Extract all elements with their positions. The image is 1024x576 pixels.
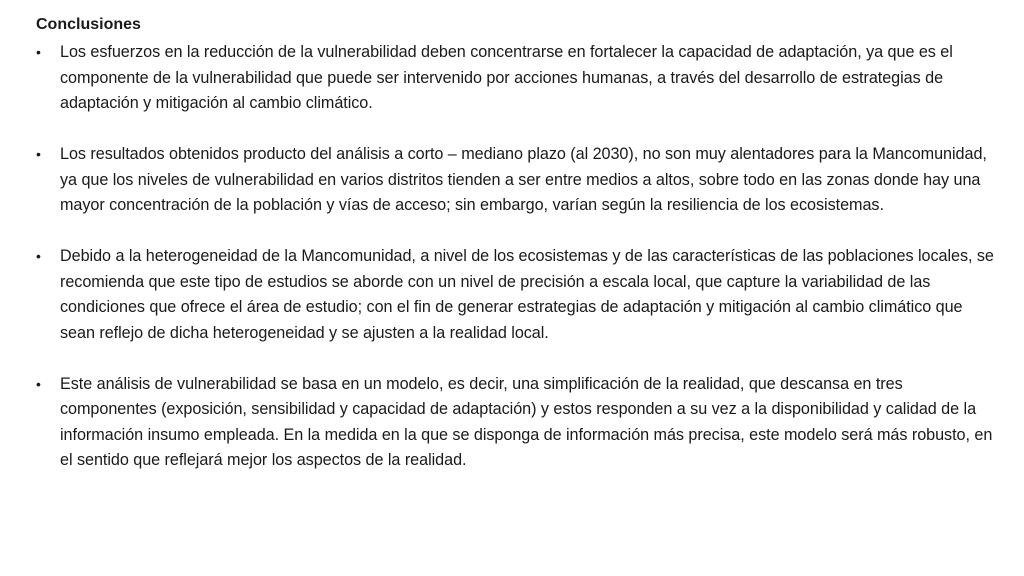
bullet-item [36,40,996,117]
bullet-dot-icon: • [36,146,41,162]
bullet-dot-icon: • [36,375,41,392]
bullet-item [36,372,996,474]
bullet-text: Los resultados obtenidos producto del análisis a corto – mediano plazo (al 2030), no son muy alentadores para la Mancomunidad, ya que los niveles de vulnerabilidad en varios distritos tienden a ser entre medios a altos, sobre todo en las zonas donde hay una mayor concentración de la población y vías de acceso; sin embargo, varían según la resiliencia de los ecosistemas. [60,145,987,214]
bullet-list [36,40,996,474]
bullet-text: Los esfuerzos en la reducción de la vulnerabilidad deben concentrarse en fortalecer la capacidad de adaptación, ya que es el componente de la vulnerabilidad que puede ser intervenido por acciones humanas, a través del desarrollo de estrategias de adaptación y mitigación al cambio climático. [60,43,953,112]
bullet-dot-icon: • [36,248,41,264]
bullet-text: Debido a la heterogeneidad de la Mancomunidad, a nivel de los ecosistemas y de las características de las poblaciones locales, se recomienda que este tipo de estudios se aborde con un nivel de precisión a escala local, que capture la variabilidad de las condiciones que ofrece el área de estudio; con el fin de generar estrategias de adaptación y mitigación al cambio climático que sean reflejo de dicha heterogeneidad y se ajusten a la realidad local. [60,247,994,342]
slide-title: Conclusiones [36,16,141,33]
bullet-item [36,244,996,346]
bullet-item [36,142,996,219]
bullet-dot-icon: • [36,44,41,60]
bullet-text: Este análisis de vulnerabilidad se basa en un modelo, es decir, una simplificación de la realidad, que descansa en tres componentes (exposición, sensibilidad y capacidad de adaptación) y estos responden a su vez a la disponibilidad y calidad de la información insumo empleada. En la medida en la que se disponga de información más precisa, este modelo será más robusto, en el sentido que reflejará mejor los aspectos de la realidad. [60,374,993,469]
